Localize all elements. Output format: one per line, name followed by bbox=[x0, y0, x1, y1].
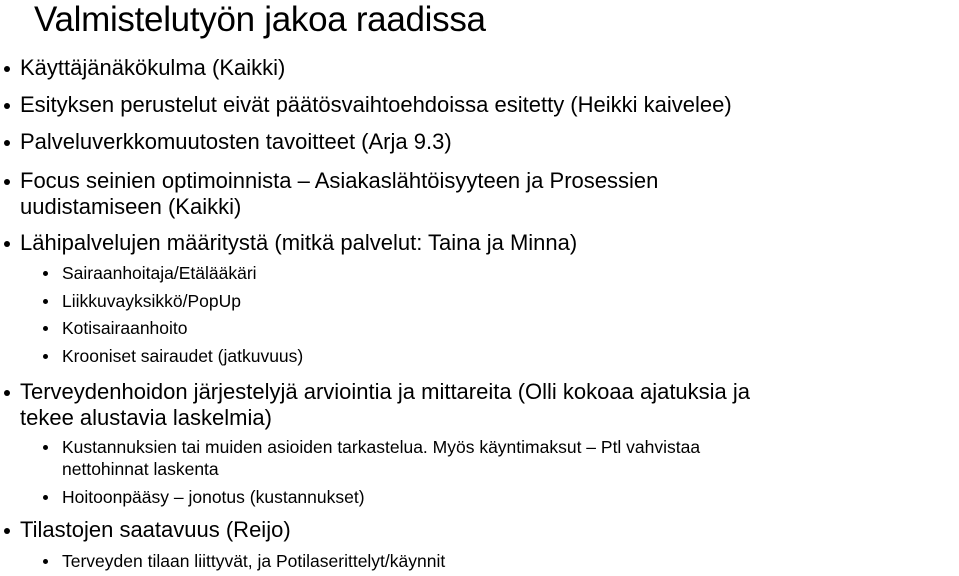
bullet-item bbox=[20, 129, 452, 155]
sub-bullet-item bbox=[62, 262, 257, 284]
sub-bullet-item bbox=[62, 317, 188, 339]
slide-title: Valmistelutyön jakoa raadissa bbox=[34, 0, 486, 39]
bullet-item bbox=[20, 168, 658, 220]
bullet-text-continued: uudistamiseen (Kaikki) bbox=[20, 194, 242, 219]
sub-bullet-item bbox=[62, 486, 365, 508]
bullet-item bbox=[20, 517, 291, 543]
bullet-dot-icon bbox=[43, 559, 48, 564]
bullet-dot-icon bbox=[4, 66, 10, 72]
bullet-dot-icon bbox=[43, 299, 48, 304]
bullet-dot-icon bbox=[4, 140, 10, 146]
bullet-text-continued: tekee alustavia laskelmia) bbox=[20, 405, 272, 430]
sub-bullet-item bbox=[62, 436, 700, 480]
bullet-text: Palveluverkkomuutosten tavoitteet (Arja 9.3) bbox=[20, 129, 452, 154]
sub-bullet-text: Sairaanhoitaja/Etälääkäri bbox=[62, 263, 257, 283]
bullet-dot-icon bbox=[43, 271, 48, 276]
sub-bullet-text: Hoitoonpääsy – jonotus (kustannukset) bbox=[62, 487, 365, 507]
sub-bullet-text: Kotisairaanhoito bbox=[62, 318, 188, 338]
bullet-dot-icon bbox=[4, 179, 10, 185]
bullet-text: Focus seinien optimoinnista – Asiakaslähtöisyyteen ja Prosessien bbox=[20, 168, 659, 193]
sub-bullet-item bbox=[62, 550, 445, 572]
bullet-item bbox=[20, 92, 732, 118]
sub-bullet-item bbox=[62, 290, 241, 312]
bullet-text: Tilastojen saatavuus (Reijo) bbox=[20, 517, 291, 542]
bullet-item bbox=[20, 55, 285, 81]
sub-bullet-item bbox=[62, 345, 303, 367]
bullet-item bbox=[20, 379, 750, 431]
bullet-text: Terveydenhoidon järjestelyjä arviointia ja mittareita (Olli kokoaa ajatuksia ja bbox=[20, 379, 751, 404]
sub-bullet-text: Terveyden tilaan liittyvät, ja Potilaserittelyt/käynnit bbox=[62, 551, 446, 571]
sub-bullet-text-continued: nettohinnat laskenta bbox=[62, 459, 219, 479]
bullet-item bbox=[20, 230, 577, 256]
bullet-dot-icon bbox=[43, 326, 48, 331]
bullet-text: Lähipalvelujen määritystä (mitkä palvelut: Taina ja Minna) bbox=[20, 230, 578, 255]
bullet-dot-icon bbox=[4, 241, 10, 247]
bullet-dot-icon bbox=[4, 390, 10, 396]
bullet-text: Esityksen perustelut eivät päätösvaihtoehdoissa esitetty (Heikki kaivelee) bbox=[20, 92, 732, 117]
sub-bullet-text: Krooniset sairaudet (jatkuvuus) bbox=[62, 346, 304, 366]
bullet-dot-icon bbox=[4, 103, 10, 109]
bullet-text: Käyttäjänäkökulma (Kaikki) bbox=[20, 55, 286, 80]
bullet-dot-icon bbox=[43, 354, 48, 359]
bullet-dot-icon bbox=[43, 495, 48, 500]
bullet-dot-icon bbox=[43, 445, 48, 450]
sub-bullet-text: Kustannuksien tai muiden asioiden tarkastelua. Myös käyntimaksut – Ptl vahvistaa bbox=[62, 437, 701, 457]
bullet-dot-icon bbox=[4, 528, 10, 534]
sub-bullet-text: Liikkuvayksikkö/PopUp bbox=[62, 291, 241, 311]
